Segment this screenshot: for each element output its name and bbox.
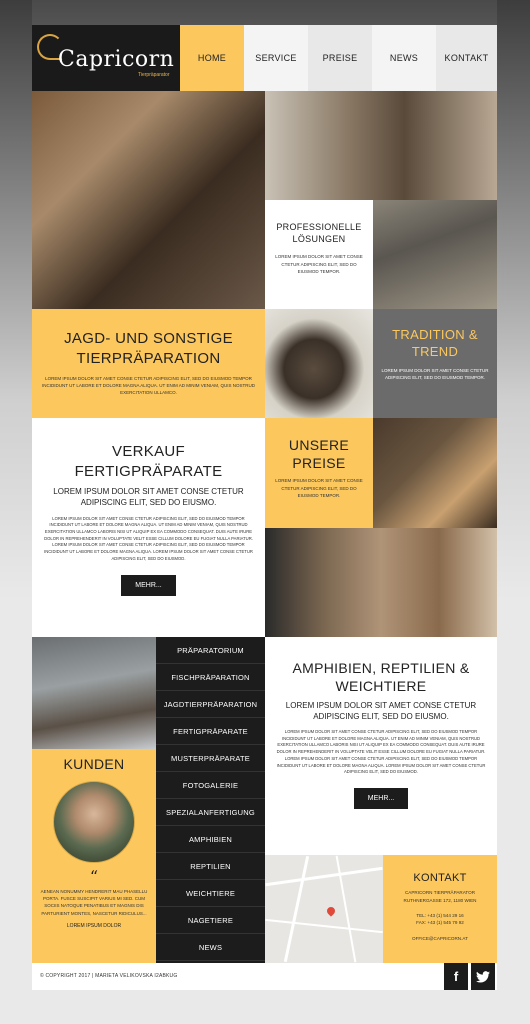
photo-taxidermist-ram [32,91,265,309]
jagd-title: JAGD- UND SONSTIGE TIERPRÄPARATION [64,330,233,367]
amphibien-block [265,637,497,855]
map-road [265,919,383,933]
nav-news[interactable]: NEWS [372,25,436,91]
nav-service[interactable]: SERVICE [244,25,308,91]
map-road [284,856,309,962]
kunden-block [32,749,156,990]
menu-item-fischpraeparation[interactable]: FISCHPRÄPARATION [156,664,265,691]
menu-item-weichtiere[interactable]: WEICHTIERE [156,880,265,907]
verkauf-text: LOREM IPSUM DOLOR SIT AMET CONSE CTETUR ADIPISCING ELIT, SED DO EIUSMOD TEMPOR INCIDIDUNT UT LABORE ET DOLORE MAGNA ALIQUA. UT ENIM AD MINIM VENIAM, QUIS NOSTRUD EXERCITATION ULLAMCO LABORIS NISI UT ALIQUIP EX EA COMMODO CONSEQUAT. DUIS AUTE IRURE DOLOR IN REPREHENDERIT IN VOLUPTATE VELIT ESSE CILLUM DOLORE EU FUGIAT NULLA PARIATUR. LOREM IPSUM DOLOR SIT AMET CONSE CTETUR ADIPISCING ELIT, SED DO EIUSMOD TEMPOR INCIDIDUNT UT LABORE ET DOLORE MAGNA ALIQUA. LOREM IPSUM DOLOR SIT AMET CONSE CTETUR ADIPISCING ELIT, SED DO EIUSMOD. [44,515,253,561]
menu-item-spezialanfertigung[interactable]: SPEZIALANFERTIGUNG [156,799,265,826]
kunden-author: LOREM IPSUM DOLOR [66,922,122,929]
professionell-block [265,200,373,309]
kontakt-company: CAPRICORN TIERPRÄPARATOR [404,890,476,896]
amphibien-text: LOREM IPSUM DOLOR SIT AMET CONSE CTETUR ADIPISCING ELIT, SED DO EIUSMOD TEMPOR INCIDIDUNT UT LABORE ET DOLORE MAGNA ALIQUA. UT ENIM AD MINIM VENIAM, QUIS NOSTRUD EXERCITATION ULLAMCO LABORIS NISI UT ALIQUIP EX EA COMMODO CONSEQUAT. DUIS AUTE IRURE DOLOR IN REPREHENDERIT IN VOLUPTATE VELIT ESSE CILLUM DOLORE EU FUGIAT NULLA PARIATUR. LOREM IPSUM DOLOR SIT AMET CONSE CTETUR ADIPISCING ELIT, SED DO EIUSMOD TEMPOR INCIDIDUNT UT LABORE ET DOLORE MAGNA ALIQUA. LOREM IPSUM DOLOR SIT AMET CONSE CTETUR ADIPISCING ELIT, SED DO EIUSMOD. [276,728,486,775]
location-map[interactable] [265,855,383,963]
jagd-block [32,309,265,418]
jagd-text: LOREM IPSUM DOLOR SIT AMET CONSE CTETUR ADIPISCING ELIT, SED DO EIUSMOD TEMPOR INCIDIDUNT UT LABORE ET DOLORE MAGNA ALIQUA. UT ENIM AD MINIM VENIAM, QUIS NOSTRUD EXERCITATION ULLAMCO. [42,376,255,396]
twitter-bird-icon [476,971,490,983]
tradition-block [373,309,497,418]
menu-item-amphibien[interactable]: AMPHIBIEN [156,826,265,853]
photo-ibex-workshop [373,418,497,528]
amphibien-subtitle: LOREM IPSUM DOLOR SIT AMET CONSE CTETUR ADIPISCING ELIT, SED DO EIUSMO. [285,701,477,722]
menu-item-musterpraeparate[interactable]: MUSTERPRÄPARATE [156,745,265,772]
menu-item-fertigpraeparate[interactable]: FERTIGPRÄPARATE [156,718,265,745]
preise-block [265,418,373,528]
background-right [497,0,530,1000]
amphibien-more-button[interactable]: MEHR... [354,788,408,809]
menu-item-news[interactable]: NEWS [156,934,265,961]
professionell-title: PROFESSIONELLE LÖSUNGEN [276,222,362,244]
photo-bearded-man-animals [265,528,497,637]
photo-hedgehog [265,309,373,418]
professionell-text: LOREM IPSUM DOLOR SIT AMET CONSE CTETUR ADIPISCING ELIT, SED DO EIUSMOD TEMPOR. [275,254,363,274]
kontakt-address: RUTHNERGASSE 172, 1180 WIEN [403,897,477,903]
customer-avatar [53,781,135,863]
menu-item-fotogalerie[interactable]: FOTOGALERIE [156,772,265,799]
preise-text: LOREM IPSUM DOLOR SIT AMET CONSE CTETUR ADIPISCING ELIT, SED DO EIUSMOD TEMPOR. [275,478,363,498]
menu-item-praeparatorium[interactable]: PRÄPARATORIUM [156,637,265,664]
nav-kontakt[interactable]: KONTAKT [436,25,497,91]
amphibien-title: AMPHIBIEN, REPTILIEN & WEICHTIERE [292,660,470,695]
photo-raccoon-workshop [265,91,497,200]
kontakt-email[interactable]: OFFICE@CAPRICORN.AT [412,935,468,941]
kunden-title: KUNDEN [63,756,125,772]
nav-preise[interactable]: PREISE [308,25,372,91]
photo-fish [32,637,156,749]
footer [32,963,497,990]
logo[interactable] [32,25,180,91]
kontakt-title: KONTAKT [413,872,467,884]
verkauf-more-button[interactable]: MEHR... [121,575,175,596]
quote-icon: “ [89,867,99,887]
category-menu [156,637,265,990]
photo-birds-display [373,200,497,309]
verkauf-subtitle: LOREM IPSUM DOLOR SIT AMET CONSE CTETUR ADIPISCING ELIT, SED DO EIUSMO. [53,487,244,507]
preise-title: UNSERE PREISE [288,437,350,472]
copyright: © COPYRIGHT 2017 | MARIETA VELIKOVSKA I2ABKUG [40,973,178,979]
brand-tagline: Tierpräparator [138,72,170,78]
verkauf-title: VERKAUF FERTIGPRÄPARATE [74,443,223,480]
kontakt-block [383,855,497,963]
menu-item-jagdtierpraeparation[interactable]: JAGDTIERPRÄPARATION [156,691,265,718]
kunden-testimonial: AENEAN NONUMMY HENDRERIT MAU PHASELLU PORTA. FUSCE SUSCIPIT VARIUS MI SED. CUM SOCIIS NATOQUE PENATIBUS ET MAGNIS DIS PARTURIENT MONTES, NASCETUR RIDICULUS... [40,888,148,916]
tradition-text: LOREM IPSUM DOLOR SIT AMET CONSE CTETUR ADIPISCING ELIT, SED DO EIUSMOD TEMPOR. [381,367,489,380]
page [32,25,497,990]
background-left [0,0,32,1000]
kontakt-tel: TEL: +43 (1) 544 29 16 [416,912,464,918]
map-pin-icon [325,905,336,916]
menu-item-reptilien[interactable]: REPTILIEN [156,853,265,880]
twitter-icon[interactable] [471,963,495,990]
map-road [265,867,382,886]
facebook-icon[interactable]: f [444,963,468,990]
nav-home[interactable]: HOME [180,25,244,91]
verkauf-block [32,418,265,637]
menu-item-nagetiere[interactable]: NAGETIERE [156,907,265,934]
kontakt-fax: FAX: +43 (1) 545 79 92 [416,920,464,926]
tradition-title: TRADITION & TREND [392,327,478,359]
brand-name: Capricorn [58,47,175,72]
